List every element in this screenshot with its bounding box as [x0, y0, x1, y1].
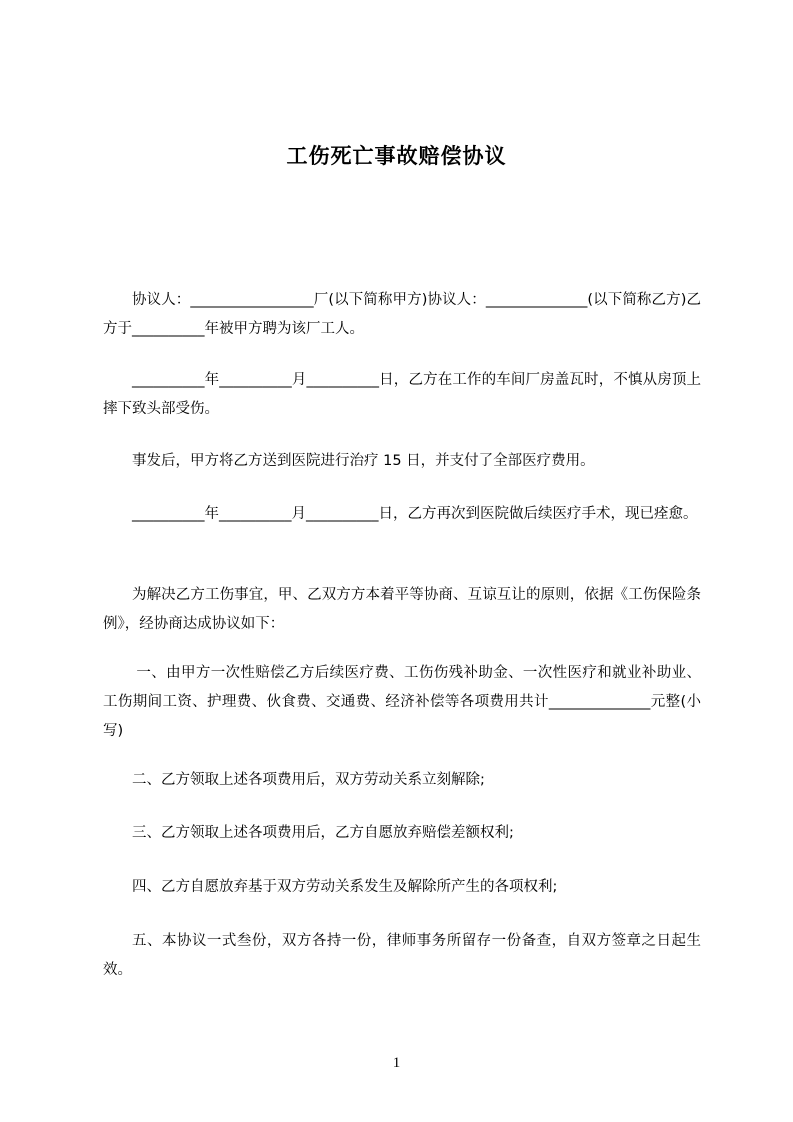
paragraph-clause-1: 一、由甲方一次性赔偿乙方后续医疗费、工伤伤残补助金、一次性医疗和就业补助业、工伤期间工资、护理费、伙食费、交通费、经济补偿等各项费用共计______________元整(小写)	[103, 665, 701, 739]
paragraph-clause-4: 四、乙方自愿放弃基于双方劳动关系发生及解除所产生的各项权利;	[132, 879, 558, 895]
paragraph-accident-date: __________年__________月__________日，乙方在工作的车间厂房盖瓦时，不慎从房顶上摔下致头部受伤。	[103, 372, 701, 417]
paragraph-followup-surgery: __________年__________月__________日，乙方再次到医院做后续医疗手术，现已痊愈。	[132, 506, 698, 522]
paragraph-basis: 为解决乙方工伤事宜，甲、乙双方方本着平等协商、互谅互让的原则，依据《工伤保险条例》，经协商达成协议如下：	[103, 587, 701, 632]
paragraph-treatment: 事发后，甲方将乙方送到医院进行治疗 15 日，并支付了全部医疗费用。	[132, 453, 595, 469]
document-title: 工伤死亡事故赔偿协议	[286, 144, 507, 168]
paragraph-clause-3: 三、乙方领取上述各项费用后，乙方自愿放弃赔偿差额权利;	[132, 825, 514, 841]
paragraph-clause-2: 二、乙方领取上述各项费用后，双方劳动关系立刻解除;	[132, 772, 485, 788]
paragraph-parties: 协议人：_________________厂(以下简称甲方)协议人：______________(以下简称乙方)乙方于__________年被甲方聘为该厂工人。	[103, 292, 701, 337]
page-number: 1	[392, 1055, 401, 1071]
paragraph-clause-5: 五、本协议一式叁份，双方各持一份，律师事务所留存一份备查，自双方签章之日起生效。	[103, 933, 701, 978]
